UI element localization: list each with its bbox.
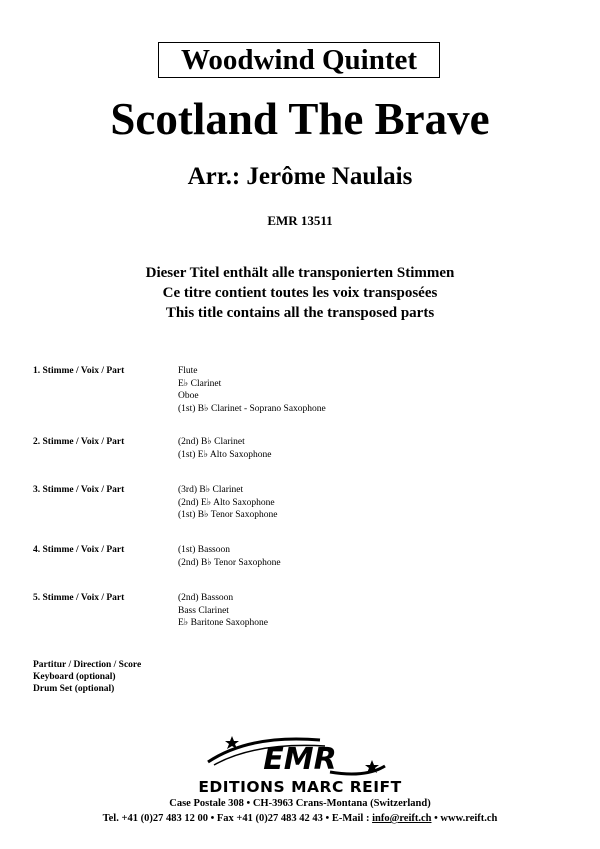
part-3-instrument: (1st) B♭ Tenor Saxophone — [178, 510, 278, 520]
part-1-label: 1. Stimme / Voix / Part — [33, 366, 125, 376]
transposed-note-fr: Ce titre contient toutes les voix transposées — [162, 285, 438, 301]
transposed-note-en: This title contains all the transposed parts — [165, 305, 435, 321]
part-4-label: 4. Stimme / Voix / Part — [33, 545, 125, 555]
part-1-instrument: Oboe — [178, 391, 199, 401]
part-5-instrument: (2nd) Bassoon — [178, 593, 234, 603]
extra-score: Partitur / Direction / Score — [33, 660, 142, 670]
publisher-contact — [0, 812, 600, 825]
part-5-instrument: Bass Clarinet — [178, 605, 229, 616]
part-3-label: 3. Stimme / Voix / Part — [33, 485, 125, 495]
arranger: Arr.: Jerôme Naulais — [187, 163, 413, 190]
part-1-instrument: (1st) B♭ Clarinet - Soprano Saxophone — [178, 403, 326, 414]
part-5-label: 5. Stimme / Voix / Part — [33, 593, 125, 603]
piece-title: Scotland The Brave — [110, 94, 490, 144]
contact-phone-fax: Tel. +41 (0)27 483 12 00 • Fax +41 (0)27 483 42 43 • E-Mail : — [102, 813, 373, 824]
part-2-instrument: (1st) E♭ Alto Saxophone — [178, 449, 272, 460]
email-link[interactable]: info@reift.ch — [372, 813, 432, 824]
part-1-instrument: E♭ Clarinet — [178, 378, 222, 389]
part-5-instrument: E♭ Baritone Saxophone — [178, 618, 268, 628]
part-2-label: 2. Stimme / Voix / Part — [33, 437, 125, 447]
part-2-instrument: (2nd) B♭ Clarinet — [178, 437, 245, 447]
extra-drum-set: Drum Set (optional) — [33, 684, 115, 694]
ensemble-title: Woodwind Quintet — [158, 42, 440, 78]
transposed-note-de: Dieser Titel enthält alle transponierten Stimmen — [145, 265, 455, 281]
part-3-instrument: (3rd) B♭ Clarinet — [178, 485, 244, 495]
part-3-instrument: (2nd) E♭ Alto Saxophone — [178, 497, 275, 508]
website-link[interactable]: • www.reift.ch — [431, 813, 498, 824]
part-1-instrument: Flute — [178, 366, 198, 376]
svg-text:EDITIONS MARC REIFT: EDITIONS MARC REIFT — [198, 778, 402, 796]
part-4-instrument: (2nd) B♭ Tenor Saxophone — [178, 557, 281, 568]
catalog-number: EMR 13511 — [267, 213, 333, 228]
part-4-instrument: (1st) Bassoon — [178, 545, 230, 555]
publisher-address: Case Postale 308 • CH-3963 Crans-Montana (Switzerland) — [169, 798, 431, 809]
svg-text:EMR: EMR — [263, 742, 337, 777]
extra-keyboard: Keyboard (optional) — [33, 672, 116, 682]
publisher-logo — [180, 732, 420, 798]
emr-logo-icon — [180, 732, 420, 798]
